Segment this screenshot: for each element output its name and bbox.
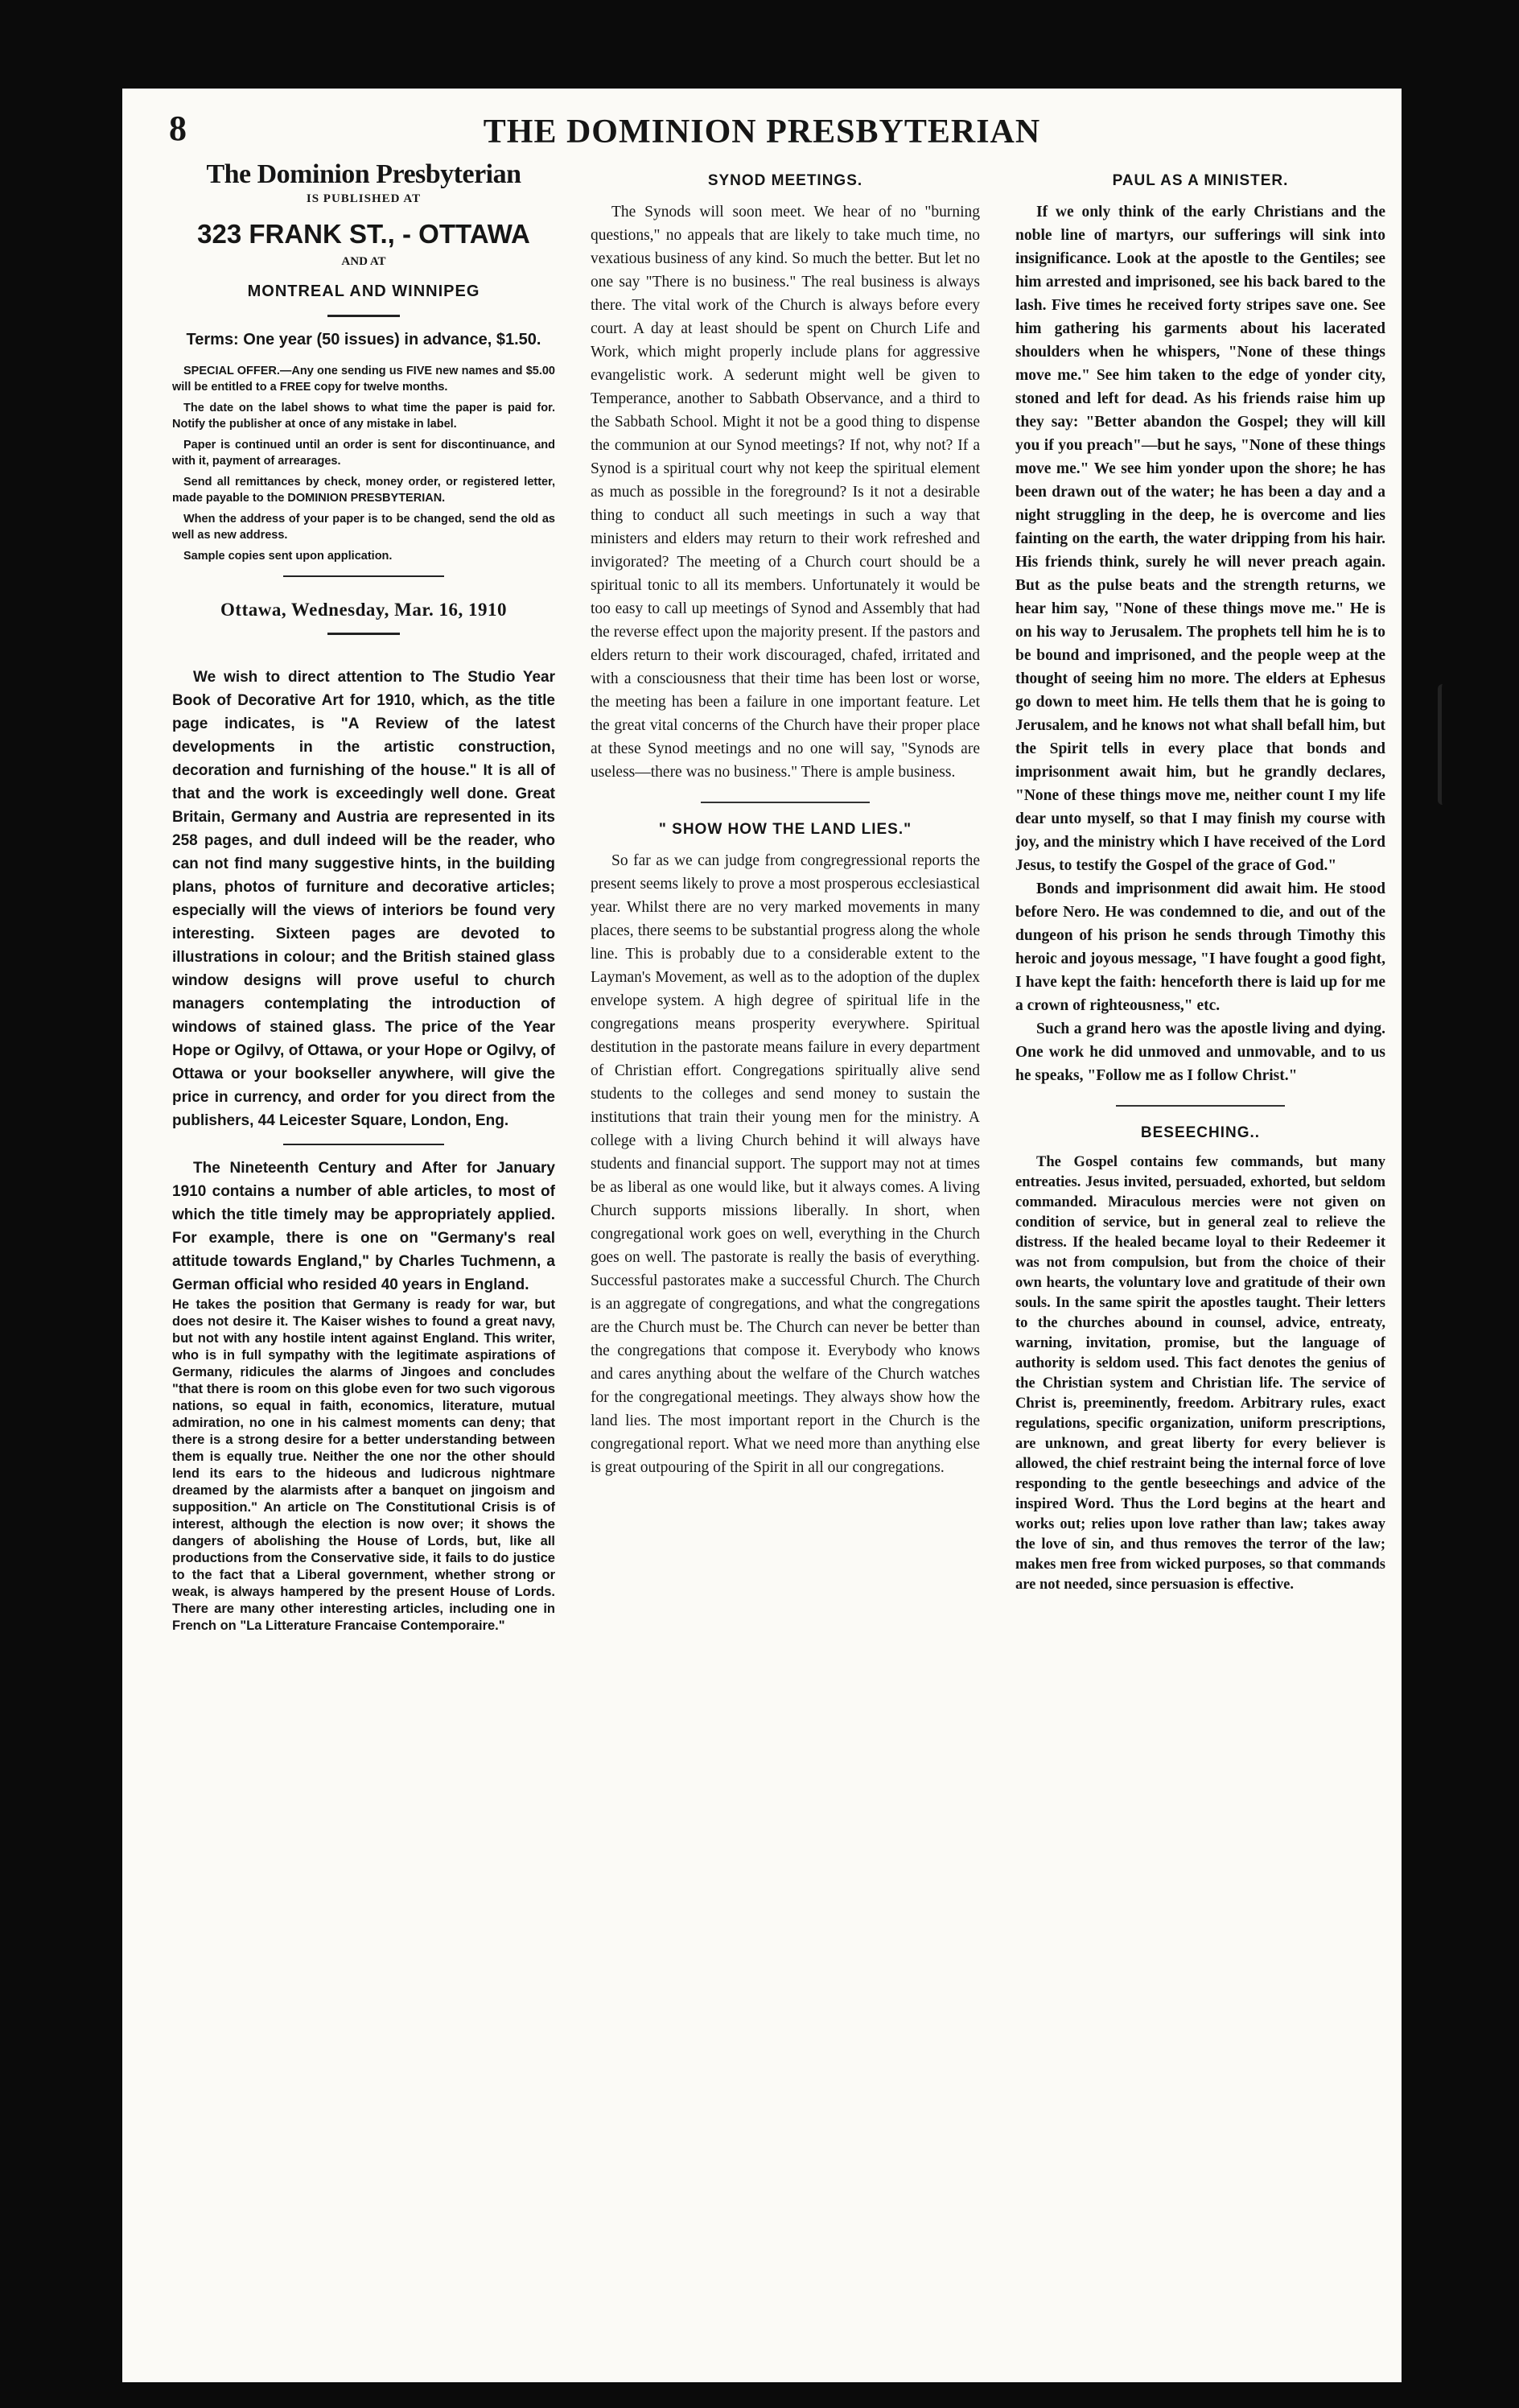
- paul-minister-text-2: Bonds and imprisonment did await him. He stood before Nero. He was condemned to die, and out of the dungeon of his prison he sends through Timothy this heroic and joyous message, "I have fought a good fight, I have kept the faith: henceforth there is laid up for me a crown of righteousness," etc.: [1015, 880, 1385, 1014]
- divider: [1116, 1105, 1285, 1107]
- nineteenth-century-intro: The Nineteenth Century and After for January 1910 contains a number of able articles, to most of which the title timely may be appropriately applied. For example, there is one on "Germany's real attitude towards England," by Charles Tuchmenn, a German official who resided 40 years in England.: [172, 1160, 555, 1293]
- binding-clip: [1438, 684, 1459, 805]
- synod-meetings-text: The Synods will soon meet. We hear of no "burning questions," no appeals that are likely to take much time, no vexatious business of any kind. So much the better. But let no one say "There is no business." The real business is always there. The vital work of the Church is always before every court. A day at least should be spent on Church Life and Work, which might properly include plans for aggressive evangelistic work. A sederunt might well be given to Temperance, another to Sabbath Observance, and a third to the Sabbath School. Might it not be a good thing to dispense the communion at our Synod meetings? If not, why not? If a Synod is a spiritual court why not keep the spiritual element as much as possible in the foreground? Is it not a desirable thing to conduct all such meetings in such a way that ministers and elders may return to their work refreshed and invigorated? The meeting of a Church court should be a spiritual tonic to all its members. Unfortunately it would be too easy to call up meetings of Synod and Assembly that had the reverse effect upon the majority present. If the pastors and elders return to their work discouraged, chafed, irritated and with a consciousness that their time has been lost or worse, the meeting has been a failure in one important feature. Let the great vital concerns of the Church have their proper place at these Synod meetings and no one will say, "Synods are useless—there was no business." There is ample business.: [591, 204, 980, 781]
- notice-special-offer: SPECIAL OFFER.—Any one sending us FIVE new names and $5.00 will be entitled to a FREE copy for twelve months.: [172, 365, 555, 394]
- divider: [283, 575, 444, 577]
- synod-meetings-heading: SYNOD MEETINGS.: [707, 172, 863, 189]
- masthead-cities: MONTREAL AND WINNIPEG: [247, 282, 480, 300]
- land-lies-text: So far as we can judge from congregressional reports the present seems likely to prove a most prosperous ecclesiastical year. Whilst there are no very marked movements in many places, there seems to be substantial progress along the whole line. This is probably due to a considerable extent to the Layman's Movement, as well as to the adoption of the duplex envelope system. A high degree of spiritual life in the congregations means prosperity everywhere. Spiritual destitution in the pastorate means failure in every department of Christian effort. Congregations spiritually alive send students to the colleges and send money to sustain the institutions that train their young men for the ministry. A college with a living Church behind it will always have students and financial support. The support may not at times be as liberal as one would like, but it always comes. A living Church supports missions liberally. In short, when congregational work goes on well, everything in the Church goes on well. The pastorate is really the basis of everything. Successful pastorates make a successful Church. The Church is an aggregate of congregations, and what the congregations are the Church must be. The Church can never be better than the congregations that compose it. Everybody who knows and cares anything about the welfare of the Church watches for the congregational meetings. They always show how the land lies. The most important report in the Church is the congregational report. What we need more than anything else is great outpouring of the Spirit in all our congregations.: [591, 852, 980, 1476]
- divider: [327, 633, 400, 635]
- subscription-terms: Terms: One year (50 issues) in advance, $1.50.: [186, 331, 541, 348]
- notice-remittances: Send all remittances by check, money order, or registered letter, made payable to the DOMINION PRESBYTERIAN.: [172, 476, 555, 505]
- and-at-line: AND AT: [341, 255, 386, 268]
- column-1: [172, 159, 555, 1635]
- running-head: THE DOMINION PRESBYTERIAN: [483, 113, 1041, 150]
- beseeching-text: The Gospel contains few commands, but many entreaties. Jesus invited, persuaded, exhorted, but seldom commanded. Miraculous mercies were not given on condition of service, but in general zeal to relieve the distress. If the healed became loyal to their Redeemer it was not from compulsion, but from the choice of their own hearts, the voluntary love and gratitude of their own souls. In the same spirit the apostles taught. Their letters to the churches abound in counsel, advice, entreaty, warning, invitation, promise, but the language of authority is seldom used. This fact denotes the genius of the Christian system and Christian life. The service of Christ is, preeminently, freedom. Arbitrary rules, exact regulations, specific organization, uniform prescriptions, are unknown, and great liberty for every believer is allowed, the chief restraint being the internal force of love responding to the gentle beseechings and advice of the inspired Word. Thus the Lord begins at the heart and works out; relies upon love rather than law; takes away the love of sin, and thus removes the terror of the law; makes men free from wicked purposes, so that commands are not needed, since persuasion is effective.: [1015, 1154, 1385, 1593]
- paul-minister-text-3: Such a grand hero was the apostle living and dying. One work he did unmoved and unmovable, and to us he speaks, "Follow me as I follow Christ.": [1015, 1021, 1385, 1084]
- notice-address-change: When the address of your paper is to be changed, send the old as well as new address.: [172, 513, 555, 542]
- published-line: IS PUBLISHED AT: [306, 192, 422, 205]
- paul-minister-heading: PAUL AS A MINISTER.: [1112, 172, 1289, 189]
- notice-label-date: The date on the label shows to what time the paper is paid for. Notify the publisher at once of any mistake in label.: [172, 402, 555, 431]
- land-lies-heading: " SHOW HOW THE LAND LIES.": [658, 821, 912, 838]
- issue-dateline: Ottawa, Wednesday, Mar. 16, 1910: [220, 600, 507, 620]
- notice-sample-copies: Sample copies sent upon application.: [183, 550, 393, 563]
- masthead-title: The Dominion Presbyterian: [206, 159, 521, 189]
- column-3: [1015, 163, 1385, 1595]
- page-number: 8: [169, 109, 187, 148]
- paul-minister-text-1: If we only think of the early Christians and the noble line of martyrs, our sufferings will sink into insignificance. Look at the apostle to the Gentiles; see him arrested and imprisoned, see his back bared to the lash. Five times he received forty stripes save one. See him gathering his garments about his lacerated shoulders when he whispers, "None of these things move me." See him taken to the edge of yonder city, stoned and left for dead. As his friends raise him up they say: "Better abandon the Gospel; they will kill you if you preach"—but he says, "None of these things move me." We see him yonder upon the shore; he has been drawn out of the water; he has been a day and a night struggling in the deep, he is overcome and lies fainting on the earth, the water dripping from his hair. His friends think, surely he will never preach again. But as the pulse beats and the strength returns, we hear him say, "None of these things move me." He is on his way to Jerusalem. The prophets tell him he is to be bound and imprisoned, and the people weep at the thought of seeing him no more. The elders at Ephesus go down to meet him. He tells them that he is going to Jerusalem, and he knows not what shall befall him, but the Spirit tells in every place that bonds and imprisonment await him, but he grandly declares, "None of these things move me, neither count I my life dear unto myself, so that I may finish my course with joy, and the ministry which I have received of the Lord Jesus, to testify the Gospel of the grace of God.": [1015, 204, 1385, 874]
- masthead-address: 323 FRANK ST., - OTTAWA: [197, 219, 530, 249]
- column-2: [591, 163, 980, 1479]
- nineteenth-century-body: He takes the position that Germany is ready for war, but does not desire it. The Kaiser wishes to found a great navy, but not with any hostile intent against England. This writer, who is in full sympathy with the legitimate aspirations of Germany, ridicules the alarms of Jingoes and concludes "that there is room on this globe even for two such vigorous nations, so equal in faith, economics, literature, mutual admiration, no one in his calmest moments can deny; that there is a strong desire for a better understanding between them is equally true. Neither the one nor the other should lend its ears to the hideous and ludicrous nightmare dreamed by the alarmists after a banquet on jingoism and supposition." An article on The Constitutional Crisis is of interest, although the election is now over; it shows the dangers of abolishing the House of Lords, but, like all productions from the Conservative side, it fails to do justice to the fact that a Liberal government, whether strong or weak, is always hampered by the present House of Lords. There are many other interesting articles, including one in French on "La Litterature Francaise Contemporaire.": [172, 1297, 555, 1633]
- notice-continuance: Paper is continued until an order is sent for discontinuance, and with it, payment of arrearages.: [172, 439, 555, 468]
- studio-year-book-article: We wish to direct attention to The Studio Year Book of Decorative Art for 1910, which, as the title page indicates, is "A Review of the latest developments in the artistic construction, decoration and furnishing of the house." It is all of that and the work is exceedingly well done. Great Britain, Germany and Austria are represented in its 258 pages, and dull indeed will be the reader, who can not find many suggestive hints, in the building plans, photos of furniture and decorative articles; especially will the views of interiors be found very interesting. Sixteen pages are devoted to illustrations in colour; and the British stained glass window designs will prove useful to church managers contemplating the introduction of windows of stained glass. The price of the Year Hope or Ogilvy, of Ottawa, or your Hope or Ogilvy, of Ottawa or your bookseller anywhere, will give the price in currency, and order for you direct from the publishers, 44 Leicester Square, London, Eng.: [172, 669, 555, 1129]
- divider: [327, 315, 400, 317]
- divider: [701, 802, 870, 803]
- newspaper-page: [122, 89, 1402, 2382]
- beseeching-heading: BESEECHING..: [1140, 1124, 1261, 1141]
- divider: [283, 1144, 444, 1145]
